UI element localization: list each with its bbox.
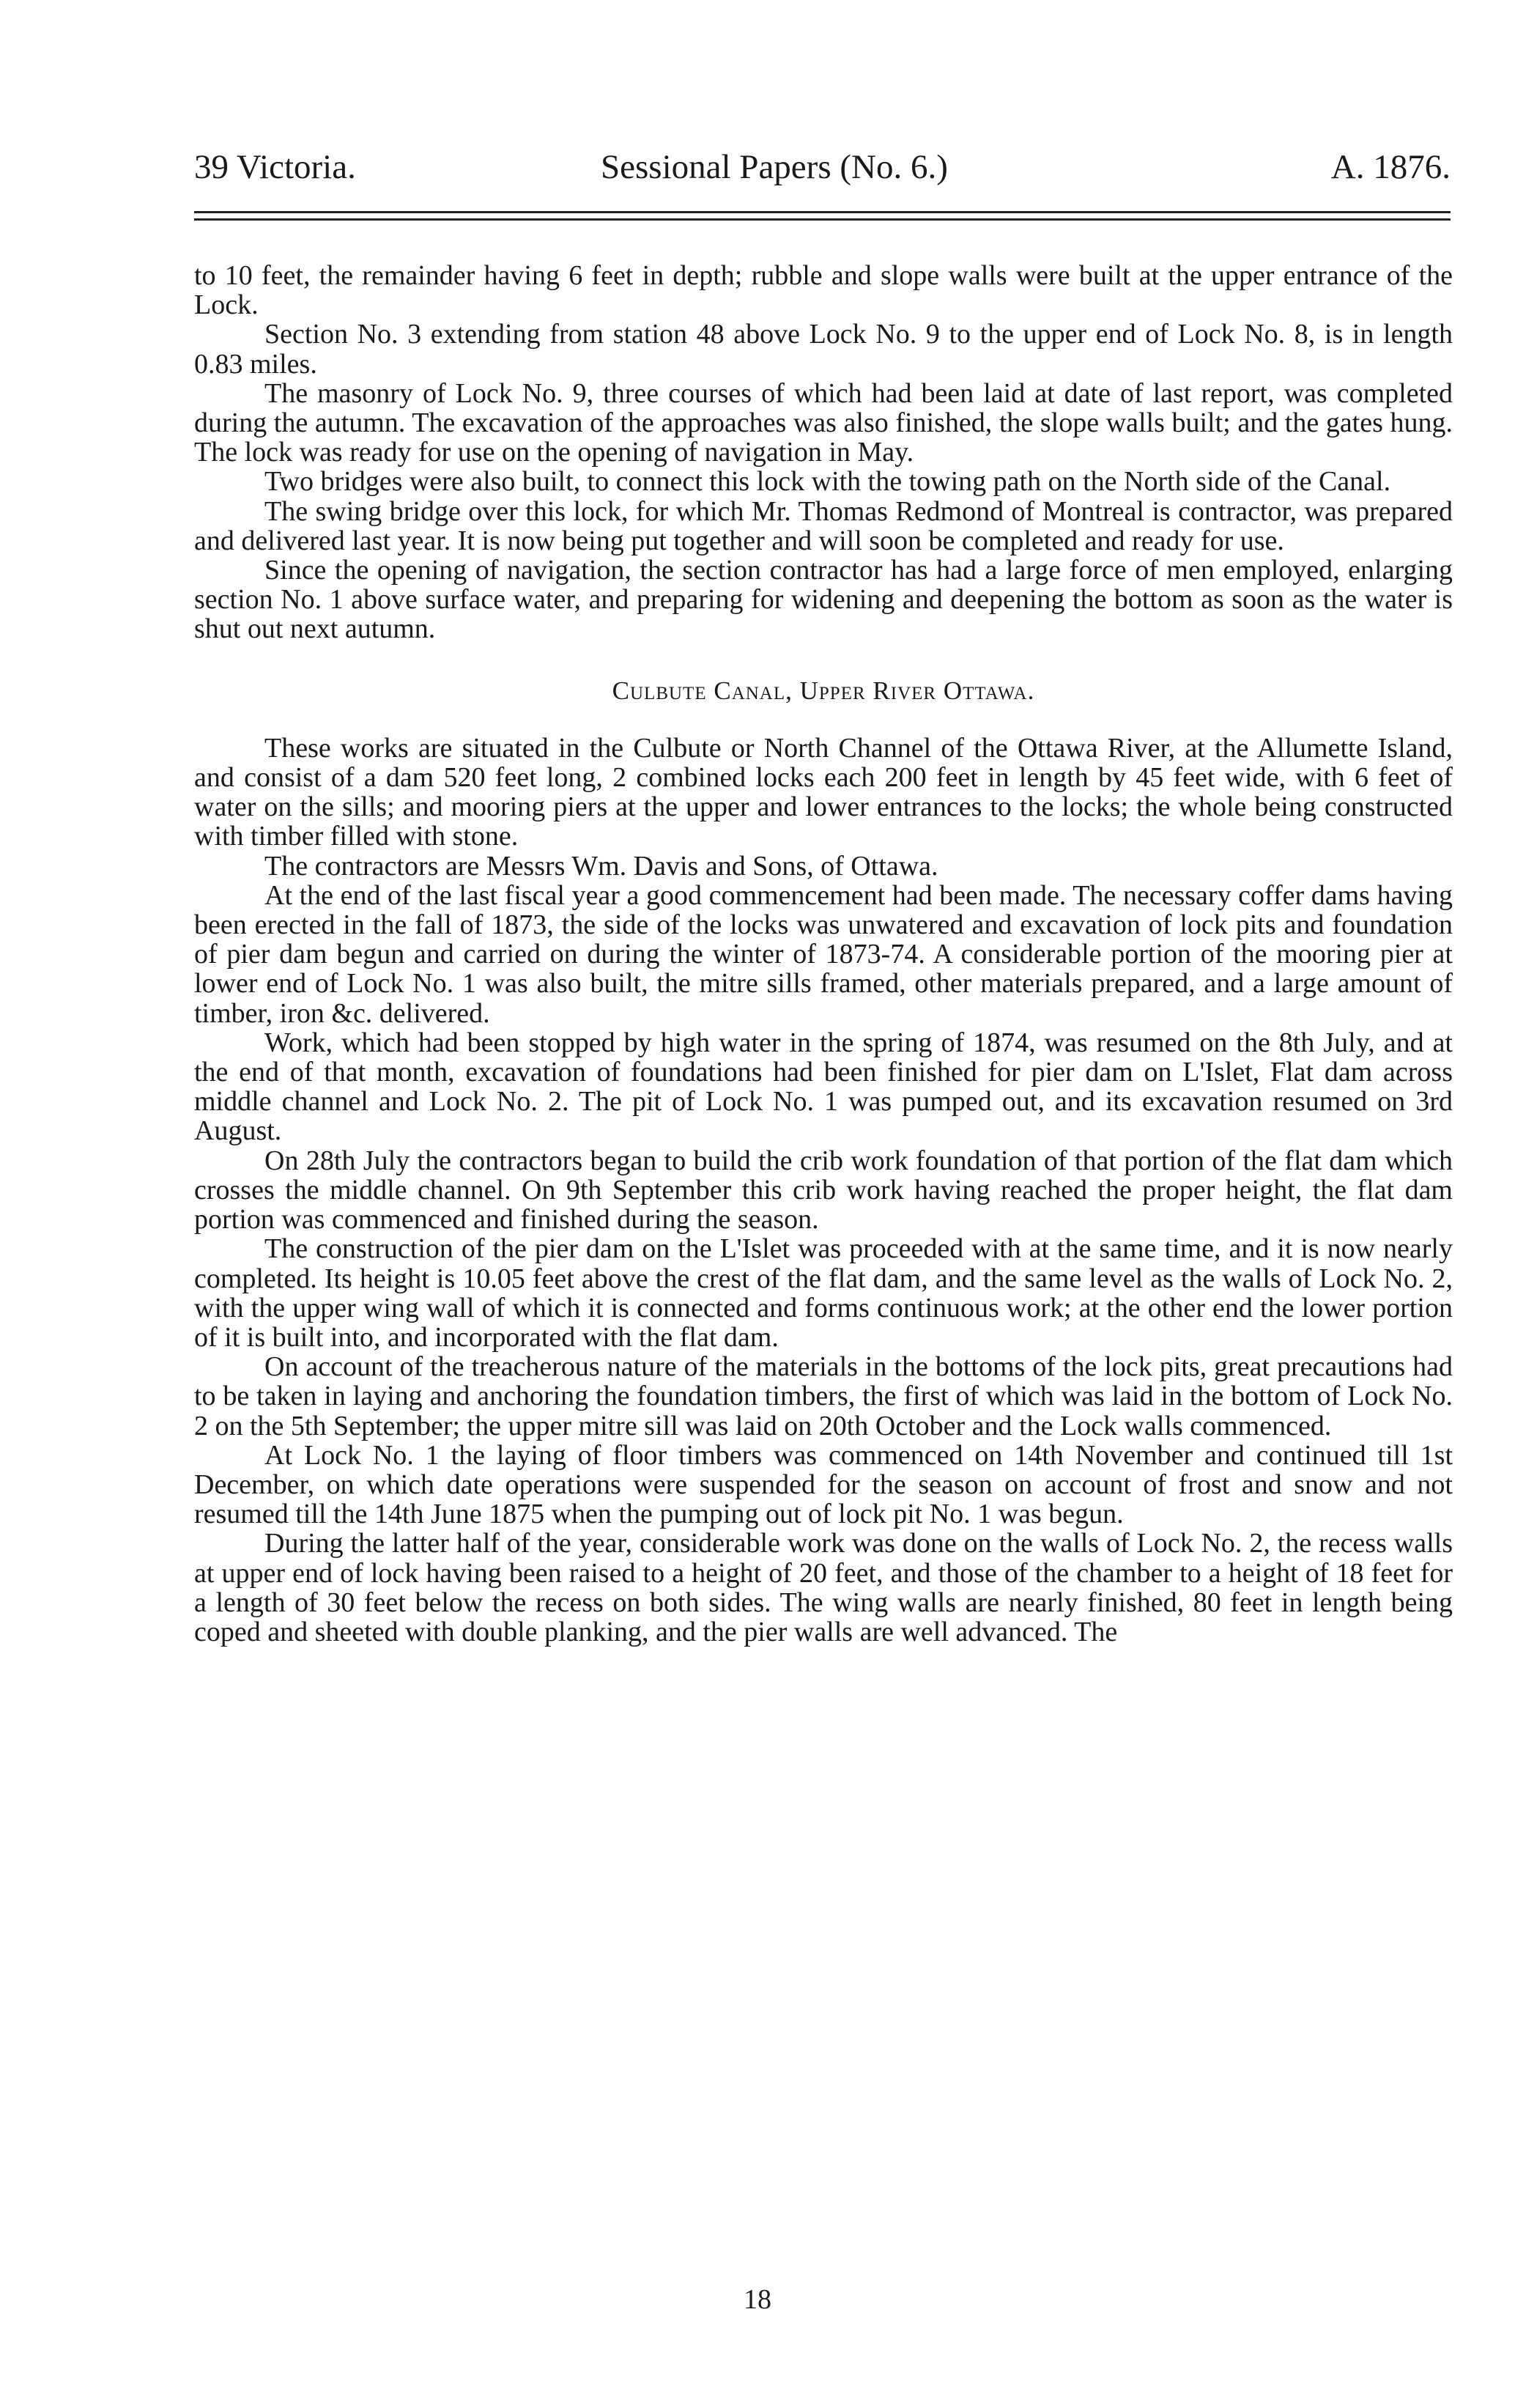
paragraph: The swing bridge over this lock, for which Mr. Thomas Redmond of Montreal is contractor, was prepared and delivered last year. It is now being put together and will soon be completed and ready for use.	[194, 495, 1453, 556]
paragraph: Two bridges were also built, to connect this lock with the towing path on the North side of the Canal.	[264, 466, 1391, 498]
header-session: 39 Victoria.	[194, 148, 356, 186]
paragraph: to 10 feet, the remainder having 6 feet in depth; rubble and slope walls were built at the upper entrance of the Lock.	[194, 260, 1453, 321]
header-rule-bottom	[194, 218, 1451, 221]
paragraph: During the latter half of the year, considerable work was done on the walls of Lock No. 2, the recess walls at upper end of lock having been raised to a height of 20 feet, and those of the chamber to a height of 18 feet for a length of 30 feet below the recess on both sides. The wing walls are nearly finished, 80 feet in length being coped and sheeted with double planking, and the pier walls are well advanced. The	[194, 1528, 1453, 1647]
paragraph: Work, which had been stopped by high water in the spring of 1874, was resumed on the 8th July, and at the end of that month, excavation of foundations had been finished for pier dam on L'Islet, Flat dam across middle channel and Lock No. 2. The pit of Lock No. 1 was pumped out, and its excavation resumed on 3rd August.	[194, 1027, 1453, 1147]
page-number: 18	[744, 2284, 771, 2315]
paragraph: At the end of the last fiscal year a good commencement had been made. The necessary coffer dams having been erected in the fall of 1873, the side of the locks was unwatered and excavation of lock pits and foundation of pier dam begun and carried on during the winter of 1873-74. A considerable portion of the mooring pier at lower end of Lock No. 1 was also built, the mitre sills framed, other materials prepared, and a large amount of timber, iron &c. delivered.	[194, 879, 1453, 1029]
paragraph: At Lock No. 1 the laying of floor timbers was commenced on 14th November and continued till 1st December, on which date operations were suspended for the season on account of frost and snow and not resumed till the 14th June 1875 when the pumping out of lock pit No. 1 was begun.	[194, 1439, 1453, 1530]
paragraph: The construction of the pier dam on the L'Islet was proceeded with at the same time, and it is now nearly completed. Its height is 10.05 feet above the crest of the flat dam, and the same level as the walls of Lock No. 2, with the upper wing wall of which it is connected and forms continuous work; at the other end the lower portion of it is built into, and incorporated with the flat dam.	[194, 1233, 1453, 1353]
header-rule-top	[194, 211, 1451, 213]
paragraph: On account of the treacherous nature of the materials in the bottoms of the lock pits, great precautions had to be taken in laying and anchoring the foundation timbers, the first of which was laid in the bottom of Lock No. 2 on the 5th September; the upper mitre sill was laid on 20th October and the Lock walls commenced.	[194, 1351, 1453, 1441]
paragraph: The masonry of Lock No. 9, three courses of which had been laid at date of last report, was completed during the autumn. The excavation of the approaches was also finished, the slope walls built; and the gates hung. The lock was ready for use on the opening of navigation in May.	[194, 377, 1453, 468]
paragraph: On 28th July the contractors began to build the crib work foundation of that portion of the flat dam which crosses the middle channel. On 9th September this crib work having reached the proper height, the flat dam portion was commenced and finished during the season.	[194, 1145, 1453, 1236]
paragraph: Section No. 3 extending from station 48 above Lock No. 9 to the upper end of Lock No. 8, is in length 0.83 miles.	[194, 319, 1453, 380]
page-body	[194, 261, 1453, 1647]
paragraph: These works are situated in the Culbute or North Channel of the Ottawa River, at the Allumette Island, and consist of a dam 520 feet long, 2 combined locks each 200 feet in length by 45 feet wide, with 6 feet of water on the sills; and mooring piers at the upper and lower entrances to the locks; the whole being constructed with timber filled with stone.	[194, 732, 1453, 852]
paragraph: The contractors are Messrs Wm. Davis and Sons, of Ottawa.	[264, 850, 938, 882]
header-year: A. 1876.	[1330, 148, 1451, 186]
section-title: Culbute Canal, Upper River Ottawa.	[612, 676, 1035, 705]
paragraph: Since the opening of navigation, the section contractor has had a large force of men employed, enlarging section No. 1 above surface water, and preparing for widening and deepening the bottom as soon as the water is shut out next autumn.	[194, 555, 1453, 645]
header-title: Sessional Papers (No. 6.)	[601, 148, 948, 186]
page-header	[194, 145, 1451, 189]
